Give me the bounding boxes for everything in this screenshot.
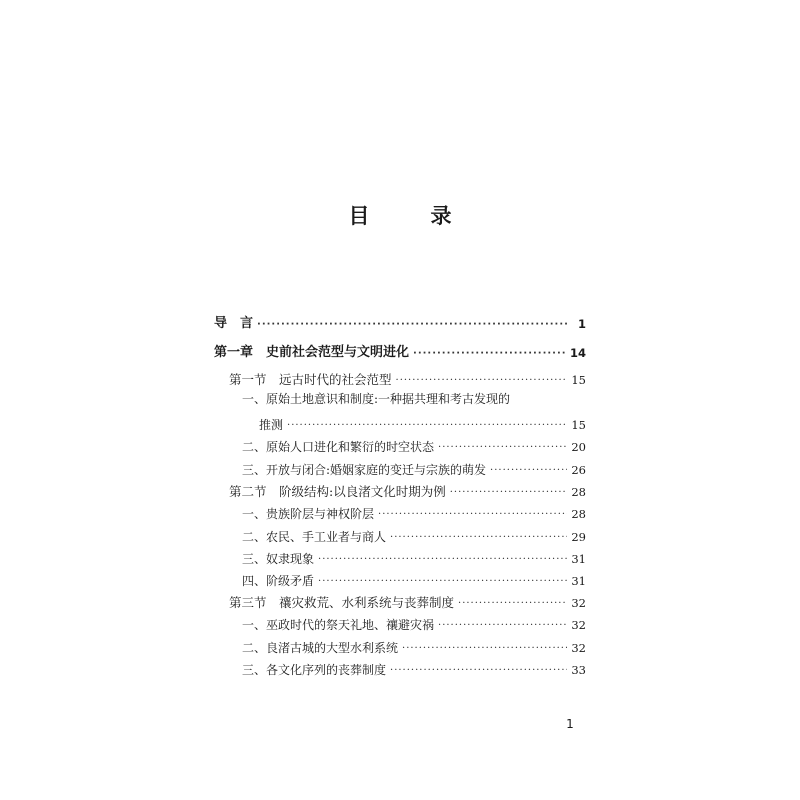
toc-page-number: 15 xyxy=(571,373,586,387)
toc-label: 四、阶级矛盾 xyxy=(242,574,315,588)
toc-entry-subsection-3-1[interactable] xyxy=(242,613,586,633)
toc-entry-chapter-1[interactable] xyxy=(214,341,586,361)
toc-page-number: 32 xyxy=(571,596,586,610)
leader-dots xyxy=(402,642,567,656)
toc-page-number: 28 xyxy=(571,507,586,521)
toc-page-number: 31 xyxy=(571,574,586,588)
toc-page-number: 31 xyxy=(571,552,586,566)
leader-dots xyxy=(438,441,567,455)
toc-label: 第三节 禳灾救荒、水利系统与丧葬制度 xyxy=(229,595,455,610)
leader-dots xyxy=(287,419,567,433)
toc-entry-subsection-1-1[interactable] xyxy=(242,391,510,411)
toc-page-number: 32 xyxy=(571,641,586,655)
leader-dots xyxy=(257,318,570,332)
toc-label: 一、原始土地意识和制度:一种据共理和考古发现的 xyxy=(242,392,511,406)
toc-label: 三、奴隶现象 xyxy=(242,552,315,566)
toc-page-number: 32 xyxy=(571,618,586,632)
toc-label: 三、开放与闭合:婚姻家庭的变迁与宗族的萌发 xyxy=(242,463,487,477)
toc-entry-subsection-2-4[interactable] xyxy=(242,569,586,589)
leader-dots xyxy=(458,597,567,611)
toc-label: 第一节 远古时代的社会范型 xyxy=(229,372,392,387)
toc-label: 导 言 xyxy=(214,316,254,331)
leader-dots xyxy=(378,508,567,522)
toc-page-number: 15 xyxy=(571,418,586,432)
toc-entry-subsection-2-2[interactable] xyxy=(242,525,586,545)
toc-page-number: 14 xyxy=(569,346,586,360)
toc-entry-section-1[interactable] xyxy=(229,368,586,388)
toc-label: 二、农民、手工业者与商人 xyxy=(242,530,387,544)
leader-dots xyxy=(318,553,567,567)
page-number: 1 xyxy=(566,717,574,731)
toc-page-number: 1 xyxy=(577,317,586,331)
toc-entry-section-2[interactable] xyxy=(229,480,586,500)
toc-entry-subsection-2-1[interactable] xyxy=(242,502,586,522)
toc-entry-subsection-3-3[interactable] xyxy=(242,658,586,678)
toc-label: 推测 xyxy=(259,418,284,432)
toc-page-number: 26 xyxy=(571,463,586,477)
toc-entry-subsection-1-2[interactable] xyxy=(242,435,586,455)
toc-label: 二、原始人口进化和繁衍的时空状态 xyxy=(242,440,435,454)
leader-dots xyxy=(390,531,567,545)
toc-page-number: 33 xyxy=(571,663,586,677)
page-title: 目 录 xyxy=(348,204,472,228)
toc-label: 二、良渚古城的大型水利系统 xyxy=(242,641,399,655)
leader-dots xyxy=(396,374,568,388)
toc-label: 第一章 史前社会范型与文明进化 xyxy=(214,345,410,360)
toc-entry-subsection-3-2[interactable] xyxy=(242,636,586,656)
toc-entry-subsection-2-3[interactable] xyxy=(242,547,586,567)
leader-dots xyxy=(318,575,567,589)
toc-label: 三、各文化序列的丧葬制度 xyxy=(242,663,387,677)
toc-label: 一、巫政时代的祭天礼地、禳避灾祸 xyxy=(242,618,435,632)
leader-dots xyxy=(390,664,567,678)
toc-entry-subsection-1-1-cont[interactable] xyxy=(259,413,586,433)
toc-page-number: 28 xyxy=(571,485,586,499)
toc-label: 一、贵族阶层与神权阶层 xyxy=(242,507,375,521)
toc-page-number: 29 xyxy=(571,530,586,544)
toc-entry-section-3[interactable] xyxy=(229,591,586,611)
leader-dots xyxy=(450,486,568,500)
leader-dots xyxy=(438,619,567,633)
toc-page-number: 20 xyxy=(571,440,586,454)
leader-dots xyxy=(413,347,566,361)
leader-dots xyxy=(490,464,567,478)
toc-entry-subsection-1-3[interactable] xyxy=(242,458,586,478)
toc-label: 第二节 阶级结构:以良渚文化时期为例 xyxy=(229,484,446,499)
toc-entry-preface[interactable] xyxy=(214,312,586,332)
